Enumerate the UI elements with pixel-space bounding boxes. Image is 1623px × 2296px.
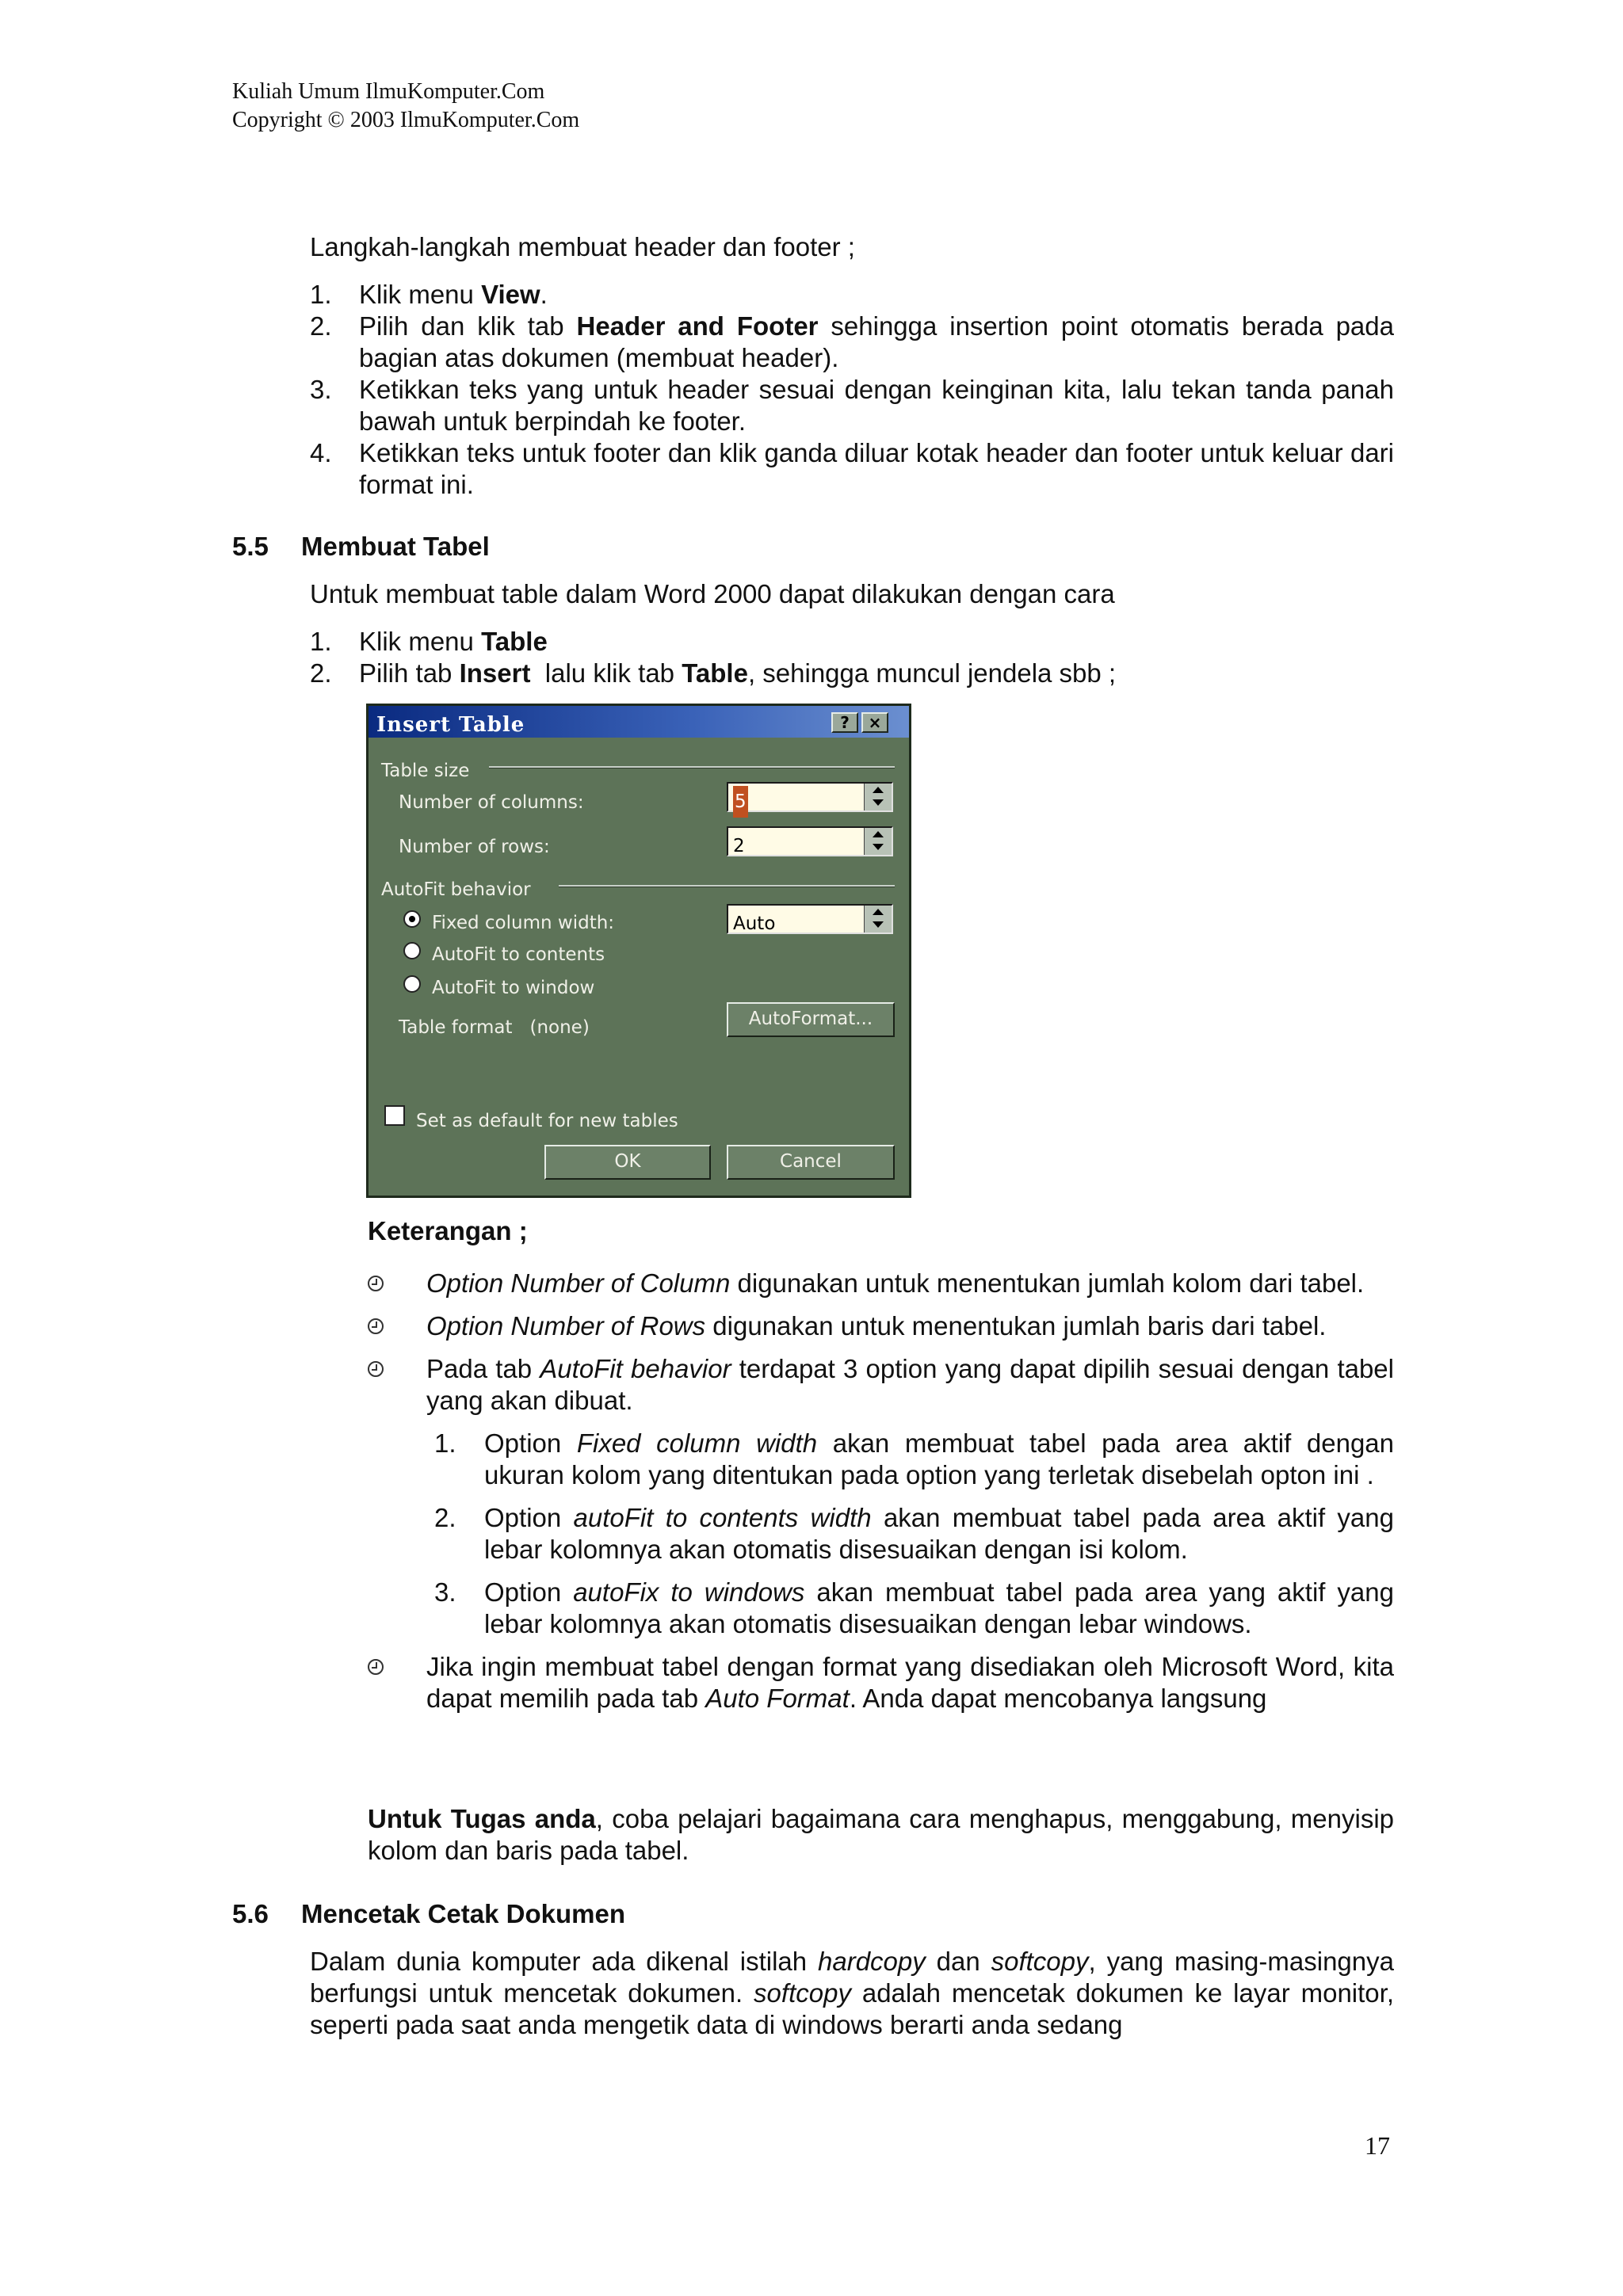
- spinner-arrows-icon[interactable]: [864, 828, 892, 855]
- clock-bullet-icon: [368, 1361, 384, 1377]
- clock-bullet-icon: [368, 1318, 384, 1334]
- help-button[interactable]: ?: [831, 712, 858, 733]
- ok-button[interactable]: OK: [544, 1145, 711, 1180]
- table-size-group-label: Table size: [381, 761, 470, 781]
- set-default-label: Set as default for new tables: [416, 1111, 678, 1131]
- intro-text: Langkah-langkah membuat header dan footer ;: [310, 232, 855, 261]
- rows-spinner[interactable]: [727, 826, 893, 856]
- list-item: 2. Option autoFit to contents width akan membuat tabel pada area aktif yang lebar kolomnya akan otomatis disesuaikan dengan isi kolom.: [434, 1503, 1394, 1564]
- list-item: 4. Ketikkan teks untuk footer dan klik ganda diluar kotak header dan footer untuk keluar dari format ini.: [310, 438, 1394, 499]
- rows-label: Number of rows:: [399, 837, 550, 857]
- header-footer-steps: [310, 279, 1394, 501]
- autoformat-button[interactable]: AutoFormat...: [727, 1002, 895, 1037]
- dialog-titlebar: [369, 706, 909, 738]
- spinner-arrows-icon[interactable]: [864, 906, 892, 933]
- autofit-window-radio[interactable]: [403, 975, 421, 993]
- autofit-contents-radio[interactable]: [403, 942, 421, 959]
- clock-bullet-icon: [368, 1659, 384, 1675]
- list-item: Option Number of Rows digunakan untuk menentukan jumlah baris dari tabel.: [368, 1310, 1394, 1342]
- insert-table-dialog: [366, 704, 911, 1198]
- rows-value: 2: [733, 836, 745, 856]
- columns-value: 5: [733, 786, 748, 818]
- assignment-paragraph: Untuk Tugas anda, coba pelajari bagaimana cara menghapus, menggabung, menyisip kolom dan baris pada tabel.: [368, 1804, 1395, 1865]
- list-item: 2. Pilih tab Insert lalu klik tab Table, sehingga muncul jendela sbb ;: [310, 658, 1117, 688]
- section-heading-5-6: 5.6 Mencetak Cetak Dokumen: [232, 1899, 625, 1928]
- list-item: Jika ingin membuat tabel dengan format yang disediakan oleh Microsoft Word, kita dapat memilih pada tab Auto Format. Anda dapat mencobanya langsung: [368, 1651, 1394, 1714]
- set-default-checkbox[interactable]: [384, 1105, 405, 1126]
- columns-spinner[interactable]: [727, 782, 893, 812]
- header-line-1: Kuliah Umum IlmuKomputer.Com: [232, 79, 545, 104]
- clock-bullet-icon: [368, 1276, 384, 1291]
- autofit-contents-label: AutoFit to contents: [432, 944, 605, 965]
- close-button[interactable]: ×: [861, 712, 888, 733]
- dialog-title: Insert Table: [376, 713, 525, 737]
- list-item: 3. Ketikkan teks yang untuk header sesuai dengan keinginan kita, lalu tekan tanda panah bawah untuk berpindah ke footer.: [310, 375, 1394, 436]
- list-item: 2. Pilih dan klik tab Header and Footer sehingga insertion point otomatis berada pada bagian atas dokumen (membuat header).: [310, 311, 1394, 372]
- header-line-2: Copyright © 2003 IlmuKomputer.Com: [232, 108, 580, 132]
- fixed-width-radio[interactable]: [403, 910, 421, 928]
- fixed-width-label: Fixed column width:: [432, 913, 615, 933]
- spinner-arrows-icon[interactable]: [864, 784, 892, 810]
- table-format-label: Table format (none): [399, 1017, 590, 1038]
- list-item: 1. Klik menu Table: [310, 627, 548, 656]
- autofit-window-label: AutoFit to window: [432, 978, 595, 998]
- list-item: Option Number of Column digunakan untuk menentukan jumlah kolom dari tabel.: [368, 1268, 1394, 1299]
- page-number: 17: [1365, 2131, 1390, 2160]
- table-steps: [310, 626, 1394, 689]
- section-5-5-intro: Untuk membuat table dalam Word 2000 dapat dilakukan dengan cara: [310, 579, 1115, 608]
- fixed-width-value: Auto: [733, 913, 776, 934]
- autofit-group-label: AutoFit behavior: [381, 879, 531, 900]
- notes-list: [368, 1268, 1394, 1714]
- group-divider: [489, 766, 895, 769]
- section-5-6-paragraph: Dalam dunia komputer ada dikenal istilah hardcopy dan softcopy, yang masing-masingnya berfungsi untuk mencetak dokumen. softcopy adalah mencetak dokumen ke layar monitor, seperti pada saat anda mengetik data di windows berarti anda sedang: [310, 1947, 1394, 2039]
- group-divider: [559, 885, 895, 887]
- section-heading-5-5: 5.5 Membuat Tabel: [232, 532, 490, 561]
- list-item: Pada tab AutoFit behavior terdapat 3 option yang dapat dipilih sesuai dengan tabel yang akan dibuat.: [368, 1353, 1394, 1417]
- list-item: 1. Option Fixed column width akan membuat tabel pada area aktif dengan ukuran kolom yang ditentukan pada option yang terletak disebelah opton ini .: [434, 1428, 1395, 1489]
- columns-label: Number of columns:: [399, 792, 584, 813]
- keterangan-heading: Keterangan ;: [368, 1216, 528, 1245]
- fixed-width-spinner[interactable]: [727, 904, 893, 934]
- running-header: [232, 78, 579, 135]
- list-item: 3. Option autoFix to windows akan membuat tabel pada area yang aktif yang lebar kolomnya akan otomatis disesuaikan dengan lebar windows.: [434, 1577, 1394, 1638]
- cancel-button[interactable]: Cancel: [727, 1145, 895, 1180]
- list-item: 1. Klik menu View.: [310, 280, 548, 309]
